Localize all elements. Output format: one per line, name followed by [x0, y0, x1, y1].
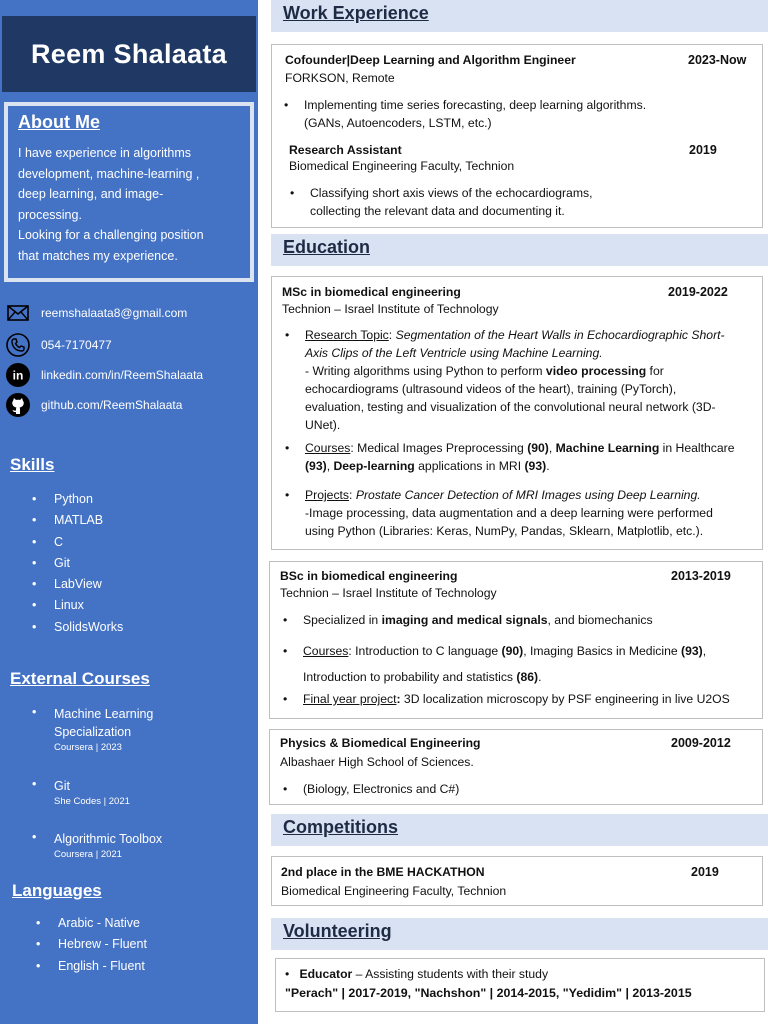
courses-label: Courses [305, 441, 351, 455]
projects-desc: using Python (Libraries: Keras, NumPy, Pandas, Sklearn, Matplotlib, etc.). [305, 524, 704, 538]
bsc-spec-bullet: • Specialized in imaging and medical signals, and biomechanics [283, 613, 653, 627]
research-desc: - Writing algorithms using Python to perform [305, 364, 546, 378]
bullet-line: (Biology, Electronics and C#) [303, 782, 460, 796]
bsc-box [269, 561, 763, 719]
external-courses-title: External Courses [10, 669, 150, 688]
competition-place: 2nd place in the BME HACKATHON [281, 865, 485, 879]
research-title: Axis Clips of the Left Ventricle using Machine Learning. [305, 346, 603, 360]
research-desc: UNet). [305, 418, 341, 432]
about-me-text [18, 143, 240, 266]
bsc-final-bullet: • Final year project: 3D localization microscopy by PSF engineering in live U2OS [283, 692, 730, 706]
job-years: 2019 [689, 143, 717, 157]
degree-school: Technion – Israel Institute of Technology [282, 302, 499, 316]
org-years: | 2017-2019, [338, 986, 415, 1000]
courses-label: Courses [303, 644, 349, 658]
degree-years: 2009-2012 [671, 736, 731, 750]
courses-grade: (90) [527, 441, 549, 455]
msc-box [271, 276, 763, 550]
projects-desc: -Image processing, data augmentation and a deep learning were performed [305, 506, 713, 520]
work-experience-title: Work Experience [283, 3, 429, 23]
courses-bold: Machine Learning [555, 441, 660, 455]
about-line: development, machine-learning , [18, 166, 200, 181]
job-years: 2023-Now [688, 53, 747, 67]
about-me-box [4, 102, 254, 282]
language-item: • Hebrew - Fluent [36, 934, 147, 955]
research-title: Segmentation of the Heart Walls in Echocardiographic Short- [395, 328, 725, 342]
bullet-line: (GANs, Autoencoders, LSTM, etc.) [304, 116, 492, 130]
course-name: • Machine Learning [54, 707, 154, 721]
language-item: • English - Fluent [36, 956, 147, 977]
contact-github[interactable] [6, 392, 246, 418]
course-provider: She Codes | 2021 [54, 796, 130, 807]
skills-list [32, 489, 123, 638]
courses-grade: (93) [681, 644, 703, 658]
about-line: deep learning, and image- [18, 187, 164, 201]
job-org: Biomedical Engineering Faculty, Technion [289, 159, 515, 173]
svg-text:in: in [12, 368, 24, 383]
languages-title: Languages [12, 881, 102, 900]
about-line: Looking for a challenging position [18, 228, 204, 242]
courses-text: , Imaging Basics in Medicine [523, 644, 682, 658]
courses-text: . [546, 459, 550, 473]
courses-grade: (86) [516, 670, 539, 684]
research-desc: echocardiograms (ultrasound videos of the heart), training (PyTorch), [305, 382, 677, 396]
final-colon: : [396, 692, 401, 706]
bullet-line: Classifying short axis views of the echocardiograms, [310, 186, 593, 200]
org-years: | 2014-2015, [486, 986, 563, 1000]
degree-title: MSc in biomedical engineering [282, 285, 461, 299]
bsc-courses-bullet: • Courses: Introduction to C language (90), Imaging Basics in Medicine (93), Introduction to probability and statistics (86). [283, 644, 707, 684]
competitions-title: Competitions [283, 817, 398, 837]
research-desc-bold: video processing [545, 364, 647, 378]
org-name: "Nachshon" [414, 986, 487, 1000]
volunteering-orgs-line [285, 986, 692, 1000]
volunteering-header [271, 918, 768, 950]
bullet-line: Implementing time series forecasting, deep learning algorithms. [304, 98, 647, 112]
msc-projects-bullet: • Projects: Prostate Cancer Detection of MRI Images using Deep Learning. -Image processing, data augmentation and a deep learning were performed using Python (Libraries: Keras, NumPy, Pandas, Sklearn, Matplotlib, etc.). [285, 488, 713, 538]
course-name: • Git [54, 779, 70, 793]
competition-year: 2019 [691, 865, 719, 879]
contact-email[interactable] [6, 300, 246, 326]
competitions-box [271, 856, 763, 906]
courses-text: . [538, 670, 542, 684]
phone-text: 054-7170477 [41, 338, 112, 352]
about-line: that matches my experience. [18, 248, 178, 263]
job-org: FORKSON, Remote [285, 71, 395, 85]
projects-title: Prostate Cancer Detection of MRI Images using Deep Learning. [355, 488, 701, 502]
linkedin-text: linkedin.com/in/ReemShalaata [41, 368, 204, 382]
courses-grade: (90) [501, 644, 524, 658]
candidate-name: Reem Shalaata [31, 38, 227, 69]
languages-list [36, 913, 147, 977]
degree-school: Albashaer High School of Sciences. [280, 755, 474, 769]
skill-item: • Linux [32, 595, 123, 616]
research-label: Research Topic [305, 328, 389, 342]
github-icon [6, 393, 30, 417]
github-text: github.com/ReemShalaata [41, 398, 183, 412]
courses-bold: Deep-learning [333, 459, 415, 473]
courses-grade: (93) [524, 459, 547, 473]
volunteering-box [275, 958, 765, 1012]
competitions-header [271, 814, 768, 846]
about-line: processing. [18, 207, 82, 222]
spec-bold: imaging and medical signals [381, 613, 548, 627]
course-provider: Coursera | 2021 [54, 849, 122, 860]
skills-title: Skills [10, 455, 55, 474]
phone-icon [6, 333, 30, 357]
job-role: Research Assistant [289, 143, 402, 157]
bullet-dot: • [285, 967, 300, 981]
courses-text: , [548, 441, 556, 455]
degree-school: Technion – Israel Institute of Technology [280, 586, 497, 600]
courses-text: , [702, 644, 707, 658]
skill-item: • Git [32, 553, 123, 574]
spec-text: Specialized in [303, 613, 382, 627]
highschool-bullet: • (Biology, Electronics and C#) [283, 782, 460, 796]
msc-courses-bullet: • Courses: Medical Images Preprocessing (90), Machine Learning in Healthcare (93), Deep-learning applications in MRI (93). [285, 441, 735, 473]
job-bullet: • Classifying short axis views of the echocardiograms, collecting the relevant data and documenting it. [290, 186, 593, 218]
courses-text: : Introduction to C language [348, 644, 502, 658]
bullet-line: collecting the relevant data and documenting it. [310, 204, 565, 218]
competition-org: Biomedical Engineering Faculty, Technion [281, 884, 507, 898]
highschool-box [269, 729, 763, 805]
education-title: Education [283, 237, 371, 257]
org-name: "Yedidim" [562, 986, 622, 1000]
volunteering-role: Educator [299, 967, 353, 981]
envelope-icon [6, 301, 30, 325]
degree-years: 2013-2019 [671, 569, 731, 583]
volunteering-role-line [285, 967, 548, 981]
org-name: "Perach" [285, 986, 339, 1000]
courses-text: Introduction to probability and statistics [303, 670, 517, 684]
msc-research-bullet: • Research Topic: Segmentation of the Heart Walls in Echocardiographic Short- Axis Clips of the Left Ventricle using Machine Learning. - Writing algorithms using Python to perform video processing for echocardiograms (ultrasound videos of the heart), training (PyTorch), evaluation, testing and visualization of the convolutional neural network (3D- UNet). [285, 328, 725, 432]
course-provider: Coursera | 2023 [54, 742, 122, 753]
degree-title: BSc in biomedical engineering [280, 569, 458, 583]
research-desc: evaluation, testing and visualization of the convolutional neural network (3D- [305, 400, 716, 414]
skill-item: • Python [32, 489, 123, 510]
courses-text: : Medical Images Preprocessing [350, 441, 528, 455]
education-header [271, 234, 768, 266]
job-role: Cofounder|Deep Learning and Algorithm Engineer [285, 53, 576, 67]
org-years: | 2013-2015 [622, 986, 692, 1000]
email-text: reemshalaata8@gmail.com [41, 306, 188, 320]
course-item [32, 705, 252, 754]
projects-label: Projects [305, 488, 350, 502]
skill-item: • LabView [32, 574, 123, 595]
contact-linkedin[interactable] [6, 362, 246, 388]
work-experience-header [271, 0, 768, 32]
final-project-text: 3D localization microscopy by PSF engineering in live U2OS [400, 692, 730, 706]
course-name: • Algorithmic Toolbox [54, 832, 163, 846]
courses-text: , [326, 459, 334, 473]
volunteering-title: Volunteering [283, 921, 392, 941]
course-name: Specialization [54, 725, 132, 739]
work-experience-box [271, 44, 763, 228]
skill-item: • MATLAB [32, 510, 123, 531]
volunteering-desc: – Assisting students with their study [352, 967, 549, 981]
degree-years: 2019-2022 [668, 285, 728, 299]
job-bullet: • Implementing time series forecasting, deep learning algorithms. (GANs, Autoencoders, LSTM, etc.) [284, 98, 647, 130]
skill-item: • SolidsWorks [32, 617, 123, 638]
contact-phone[interactable] [6, 332, 246, 358]
degree-title: Physics & Biomedical Engineering [280, 736, 481, 750]
linkedin-icon [6, 363, 30, 387]
courses-text: applications in MRI [414, 459, 525, 473]
spec-text: , and biomechanics [547, 613, 653, 627]
courses-text: in Healthcare [659, 441, 735, 455]
name-banner [2, 16, 256, 92]
course-item [32, 777, 252, 808]
about-me-title: About Me [18, 112, 100, 132]
skill-item: • C [32, 532, 123, 553]
language-item: • Arabic - Native [36, 913, 147, 934]
about-line: I have experience in algorithms [18, 146, 192, 160]
final-project-label: Final year project [303, 692, 397, 706]
course-item [32, 830, 252, 861]
sidebar [0, 0, 258, 1024]
courses-grade: (93) [305, 459, 327, 473]
research-desc: for [646, 364, 664, 378]
